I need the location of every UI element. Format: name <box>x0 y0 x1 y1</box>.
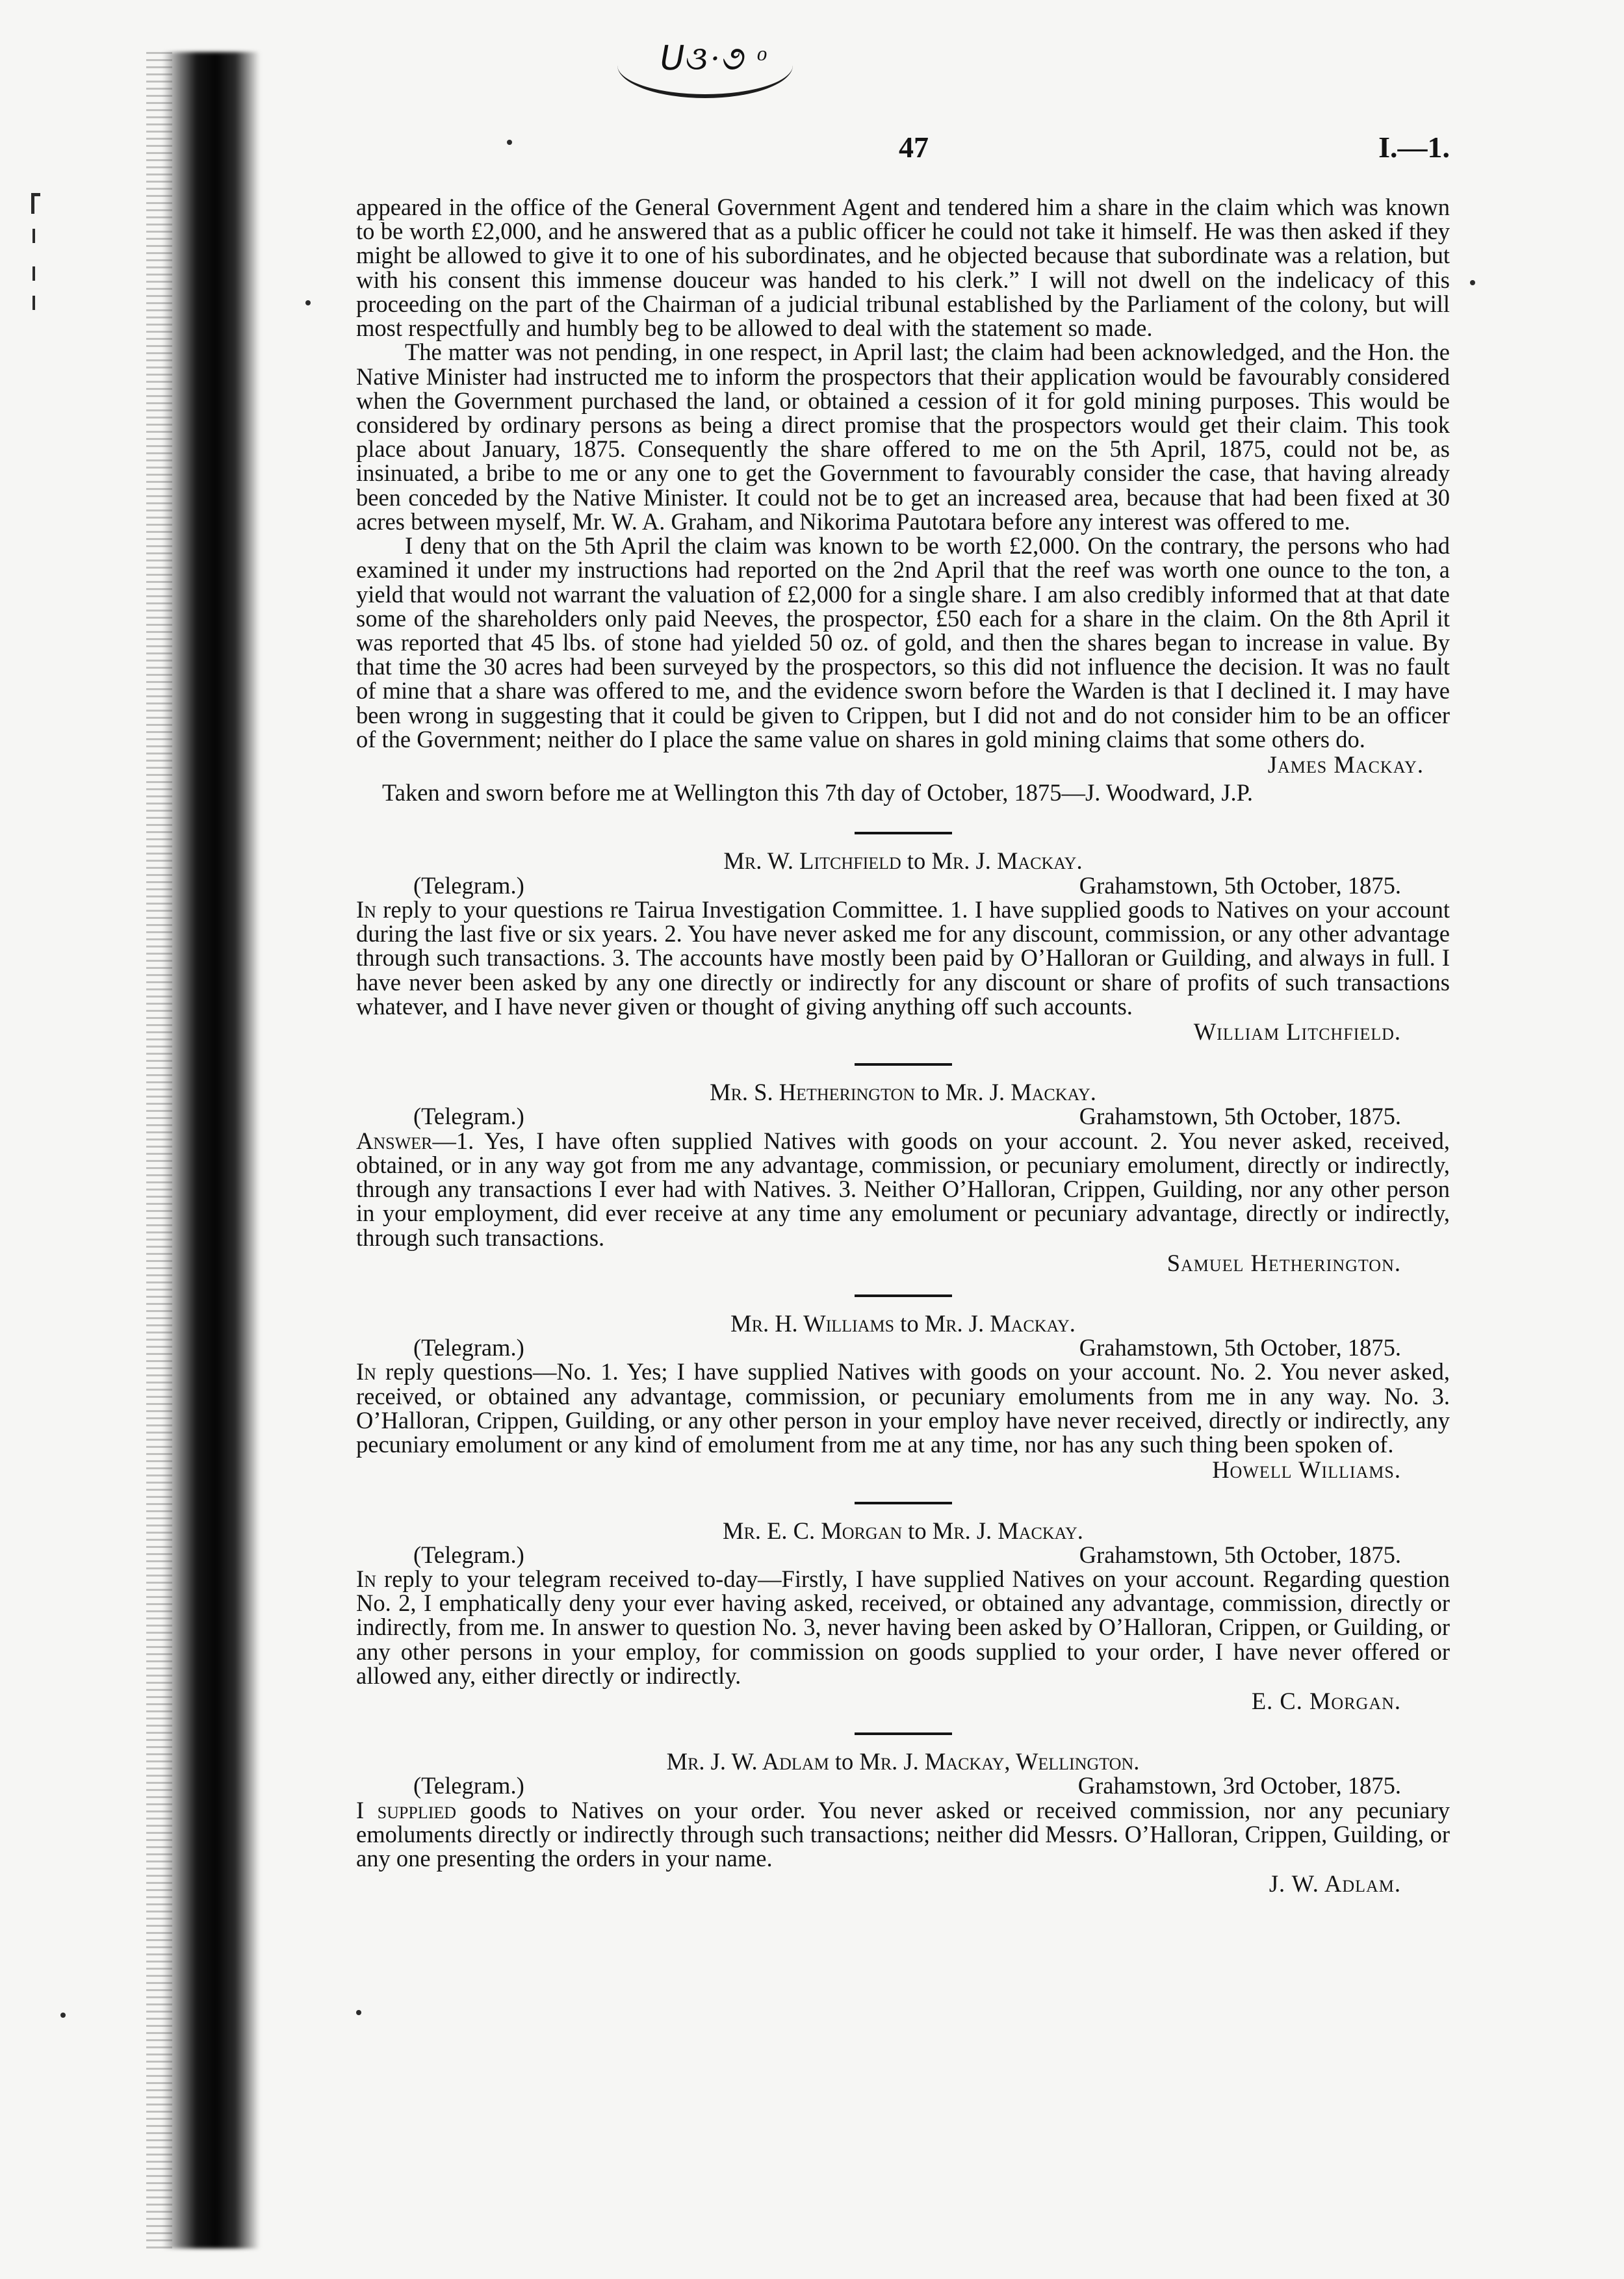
binding-shadow <box>162 52 260 2248</box>
telegram-text: reply to your questions re Tairua Investigation Committee. 1. I have supplied goods to Natives on your account during the last five or six years. 2. You have never asked me for any discount, commission, or any other advantage through such transactions. 3. The accounts have mostly been paid by O’Halloran or Guilding, and always in full. I have never been asked by any one directly or indirectly for any discount or share of profits of such transactions whatever, and I have never given or thought of giving anything off such accounts. <box>356 895 1450 1020</box>
telegram-place-date: Grahamstown, 5th October, 1875. <box>1079 1334 1401 1361</box>
telegram-lead: In <box>356 1358 376 1385</box>
telegram-text: —1. Yes, I have often supplied Natives with goods on your account. 2. You never asked, received, obtained, or in any way got from me any advantage, commission, or pecuniary emolument, directly or indirectly, through any transactions I ever had with Natives. 3. Neither O’Halloran, Crippen, Guilding, nor any other person in your employment, did ever receive at any time any emolument or pecuniary advantage, directly or indirectly, through such transactions. <box>356 1127 1450 1251</box>
telegram-recipient: Mr. J. Mackay. <box>945 1079 1096 1106</box>
telegram-to: to <box>907 847 926 875</box>
telegram-text: reply to your telegram received to-day—Firstly, I have supplied Natives on your account. Regarding question No. 2, I emphatically deny your ever having asked, received, or obtained any advantage, commission, directly or indirectly, from me. In answer to question No. 3, never having been asked by O’Halloran, Crippen, or Guilding, or any other persons in your employ, for commission on goods supplied to your order, I have never offered or allowed any, either directly or indirectly. <box>356 1565 1450 1689</box>
telegram-label: (Telegram.) <box>413 1334 524 1361</box>
telegram-recipient: Mr. J. Mackay, Wellington. <box>859 1748 1140 1775</box>
telegram-lead: I supplied <box>356 1796 457 1823</box>
telegram-body <box>356 1798 1450 1871</box>
document-series-number: I.—1. <box>1378 131 1450 164</box>
telegram-signature: Samuel Hetherington. <box>1166 1249 1401 1276</box>
telegram-lead: In <box>356 895 376 923</box>
telegram-signature: E. C. Morgan. <box>1251 1688 1401 1715</box>
deposition-paragraph: I deny that on the 5th April the claim was known to be worth £2,000. On the contrary, the persons who had examined it under my instructions had reported on the 2nd April that the reef was worth one ounce to the ton, a yield that would not warrant the valuation of £2,000 for a single share. I am also credibly informed that at that date some of the shareholders only paid Neeves, the prospector, £50 each for a share in the claim. On the 8th April it was reported that 45 lbs. of stone had yielded 50 oz. of gold, and then the shares began to increase in value. By that time the 30 acres had been surveyed by the prospectors, so this did not influence the decision. It was no fault of mine that a share was offered to me, and the evidence sworn before the Warden is that I declined it. I may have been wrong in suggesting that it could be given to Crippen, but I did not and do not consider him to be an officer of the Government; neither do I place the same value on shares in gold mining claims that some others do. <box>356 532 1450 753</box>
margin-mark <box>32 296 35 310</box>
margin-dot <box>356 2010 361 2015</box>
deposition-signature: James Mackay. <box>1267 751 1424 779</box>
telegram-to: to <box>921 1079 940 1106</box>
margin-dot <box>1470 280 1475 285</box>
telegram-heading <box>356 1311 1450 1335</box>
telegram-signature: Howell Williams. <box>1212 1456 1401 1484</box>
jurat: Taken and sworn before me at Wellington this 7th day of October, 1875—J. Woodward, J.P. <box>382 779 1254 806</box>
telegram-place-date: Grahamstown, 3rd October, 1875. <box>1077 1772 1401 1799</box>
section-divider <box>855 1502 952 1504</box>
page-body <box>356 195 1450 1900</box>
page-number: 47 <box>899 131 929 164</box>
telegram-label: (Telegram.) <box>413 1541 524 1568</box>
telegram-heading <box>356 849 1450 873</box>
telegram-place-date: Grahamstown, 5th October, 1875. <box>1079 1541 1401 1568</box>
telegram-recipient: Mr. J. Mackay. <box>924 1309 1076 1337</box>
telegram-text: goods to Natives on your order. You never asked or received commission, nor any pecuniary emoluments directly or indirectly through such transactions; neither did Messrs. O’Halloran, Crippen, Guilding, or any one presenting the orders in your name. <box>356 1796 1450 1872</box>
telegram-place-date: Grahamstown, 5th October, 1875. <box>1079 871 1401 899</box>
margin-mark <box>32 229 35 243</box>
telegram-sender: Mr. E. C. Morgan <box>723 1517 903 1544</box>
archive-stamp-text: ᑌ૩·૭ ᵒ <box>656 40 771 77</box>
telegram-sender: Mr. W. Litchfield <box>723 847 901 875</box>
telegram-meta <box>356 873 1450 897</box>
telegram-place-date: Grahamstown, 5th October, 1875. <box>1079 1103 1401 1130</box>
telegram-label: (Telegram.) <box>413 1772 524 1799</box>
telegram-sender: Mr. S. Hetherington <box>710 1079 916 1106</box>
page-header <box>356 130 1450 175</box>
telegram-body <box>356 897 1450 1018</box>
telegram-sender: Mr. H. Williams <box>730 1309 895 1337</box>
deposition-paragraph: The matter was not pending, in one respect, in April last; the claim had been acknowledged, and the Hon. the Native Minister had instructed me to inform the prospectors that their application would be favourably considered when the Government purchased the land, or obtained a cession of it for gold mining purposes. This would be considered by ordinary persons as being a direct promise that the prospectors would get their claim. This took place about January, 1875. Consequently the share offered to me on the 5th April, 1875, could not be, as insinuated, a bribe to me or any one to get the Government to favourably consider the case, that having already been conceded by the Native Minister. It could not be to get an increased area, because that had been fixed at 30 acres between myself, Mr. W. A. Graham, and Nikorima Pautotara before any interest was offered to me. <box>356 339 1450 535</box>
section-divider <box>855 1063 952 1066</box>
telegram-to: to <box>908 1517 927 1544</box>
telegram-body <box>356 1359 1450 1456</box>
telegram-text: reply questions—No. 1. Yes; I have supplied Natives with goods on your account. No. 2. You never asked, received, or obtained any advantage, commission, or pecuniary emoluments from me in any way. No. 3. O’Halloran, Crippen, Guilding, or any other person in your employ have never received, directly or indirectly, any pecuniary emolument or any kind of emolument from me at any time, nor has any such thing been spoken of. <box>356 1358 1450 1458</box>
deposition-paragraph: appeared in the office of the General Government Agent and tendered him a share in the claim which was known to be worth £2,000, and he answered that as a public officer he could not take it himself. He was then asked if they might be allowed to give it to one of his subordinates, and he objected because that subordinate was a relation, but with his consent this immense douceur was handed to his clerk.” I will not dwell on the indelicacy of this proceeding on the part of the Chairman of a judicial tribunal established by the Parliament of the colony, but will most respectfully and humbly beg to be allowed to deal with the statement so made. <box>356 194 1450 342</box>
telegram-body <box>356 1567 1450 1688</box>
section-divider <box>855 1294 952 1297</box>
telegram-recipient: Mr. J. Mackay. <box>931 847 1083 875</box>
telegram-lead: In <box>356 1565 376 1592</box>
telegram-signature: William Litchfield. <box>1193 1018 1401 1045</box>
telegram-to: to <box>834 1748 854 1775</box>
telegram-lead: Answer <box>356 1127 433 1154</box>
telegram-heading <box>356 1749 1450 1773</box>
telegram-meta <box>356 1773 1450 1797</box>
telegram-sender: Mr. J. W. Adlam <box>666 1748 829 1775</box>
telegram-meta <box>356 1335 1450 1359</box>
margin-dot <box>305 300 311 305</box>
telegram-body <box>356 1129 1450 1250</box>
telegram-signature: J. W. Adlam. <box>1269 1870 1401 1898</box>
section-divider <box>855 832 952 834</box>
telegram-heading <box>356 1519 1450 1543</box>
telegram-heading <box>356 1080 1450 1104</box>
telegram-label: (Telegram.) <box>413 871 524 899</box>
telegram-to: to <box>900 1309 919 1337</box>
telegram-meta <box>356 1543 1450 1567</box>
section-divider <box>855 1732 952 1735</box>
margin-dot <box>60 2013 66 2018</box>
telegram-recipient: Mr. J. Mackay. <box>932 1517 1083 1544</box>
margin-mark <box>32 266 35 281</box>
telegram-label: (Telegram.) <box>413 1103 524 1130</box>
margin-mark <box>31 193 40 196</box>
binding-texture <box>146 52 172 2248</box>
telegram-meta <box>356 1104 1450 1128</box>
